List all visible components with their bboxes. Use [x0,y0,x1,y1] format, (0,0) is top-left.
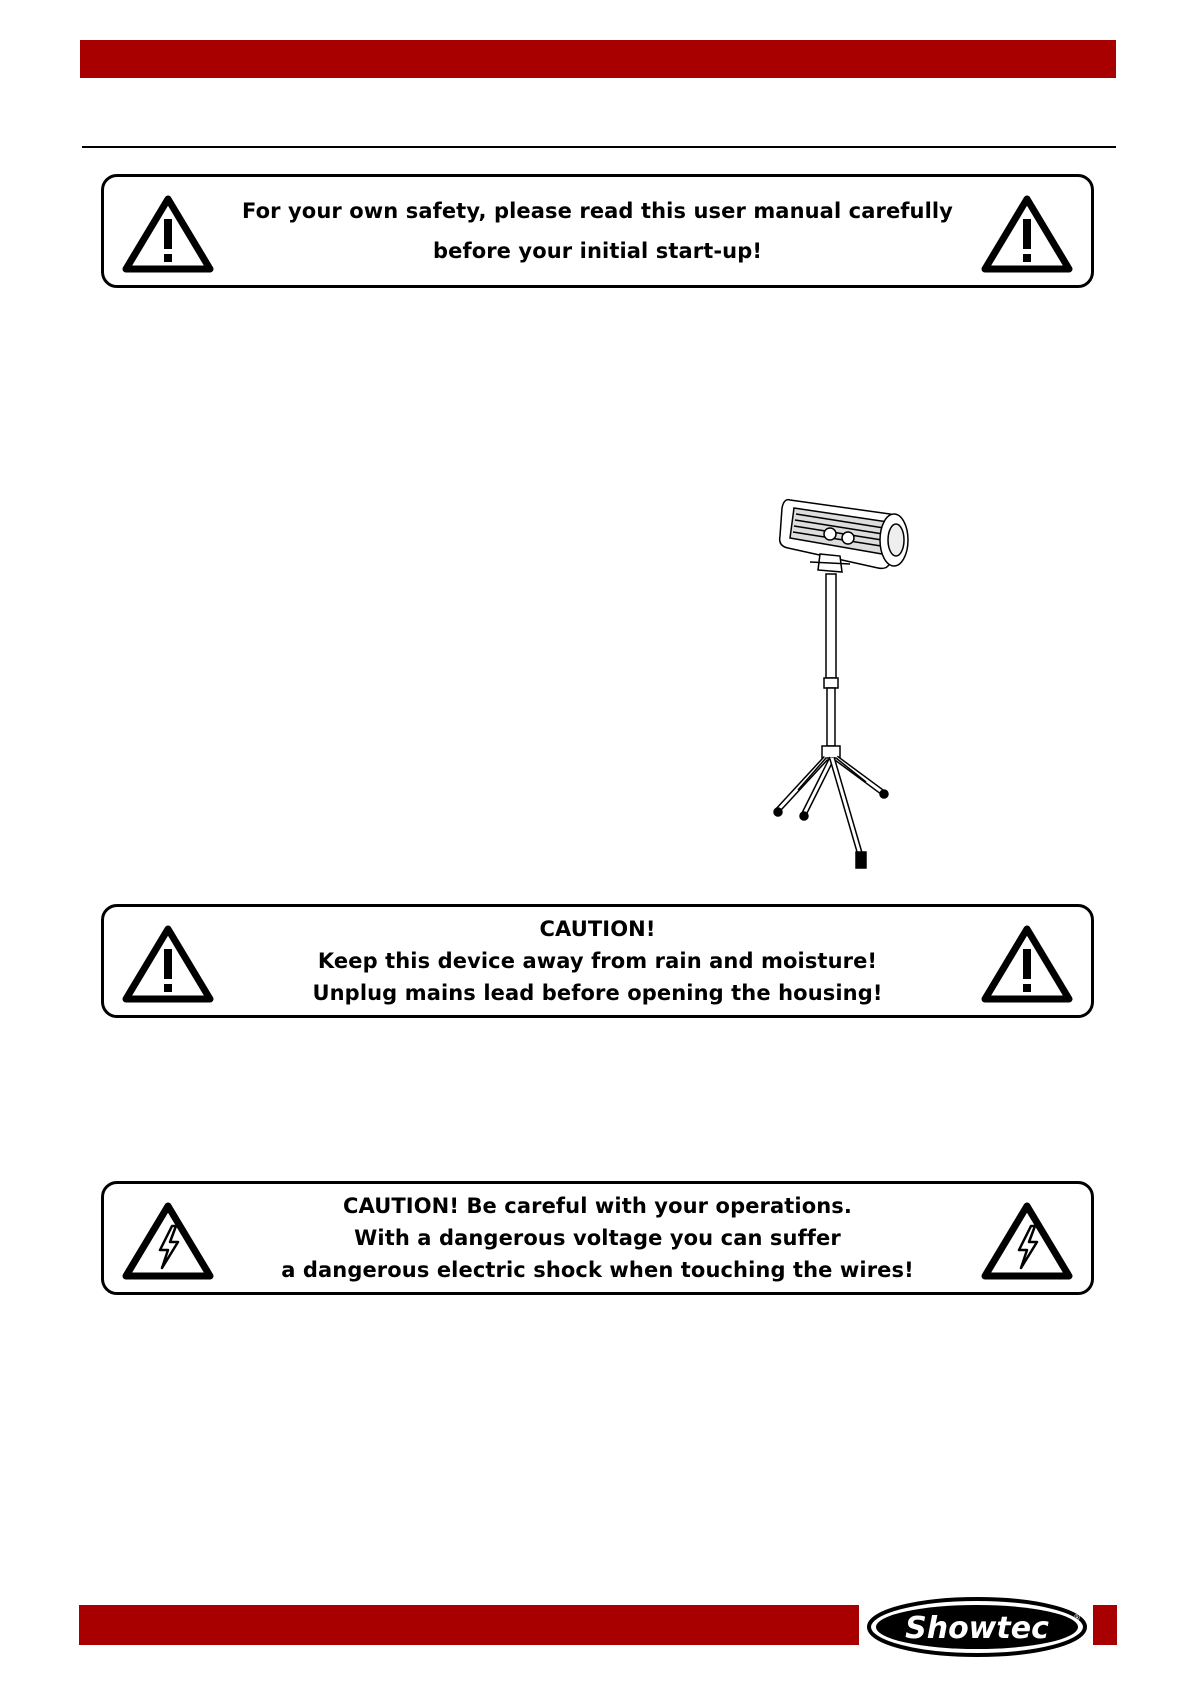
exclamation-warning-icon [981,925,1073,1003]
high-voltage-warning-icon [122,1202,214,1280]
warning-text-line: Keep this device away from rain and moisture! [317,949,878,973]
warning-text-line: a dangerous electric shock when touching the wires! [281,1258,914,1282]
warning-text-line: CAUTION! [539,917,656,941]
warning-text-line: With a dangerous voltage you can suffer [354,1226,841,1250]
svg-text:Showtec: Showtec [905,1611,1049,1646]
exclamation-warning-icon [981,195,1073,273]
exclamation-warning-icon [122,195,214,273]
safety-warning-box [101,174,1094,288]
showtec-logo [866,1596,1088,1658]
exclamation-warning-icon [122,925,214,1003]
svg-text:®: ® [1073,1613,1081,1622]
followspot-on-tripod-illustration [770,492,950,882]
warning-text-line: Unplug mains lead before opening the housing! [312,981,883,1005]
header-rule [82,146,1116,148]
header-bar [80,40,1116,78]
moisture-warning-box [101,904,1094,1018]
footer-bar [79,1605,859,1645]
footer-bar-end [1093,1605,1117,1645]
warning-text-line: CAUTION! Be careful with your operations. [343,1194,852,1218]
warning-text-line: For your own safety, please read this user manual carefully [242,199,953,223]
electric-shock-warning-box [101,1181,1094,1295]
warning-text-line: before your initial start-up! [432,239,763,263]
high-voltage-warning-icon [981,1202,1073,1280]
